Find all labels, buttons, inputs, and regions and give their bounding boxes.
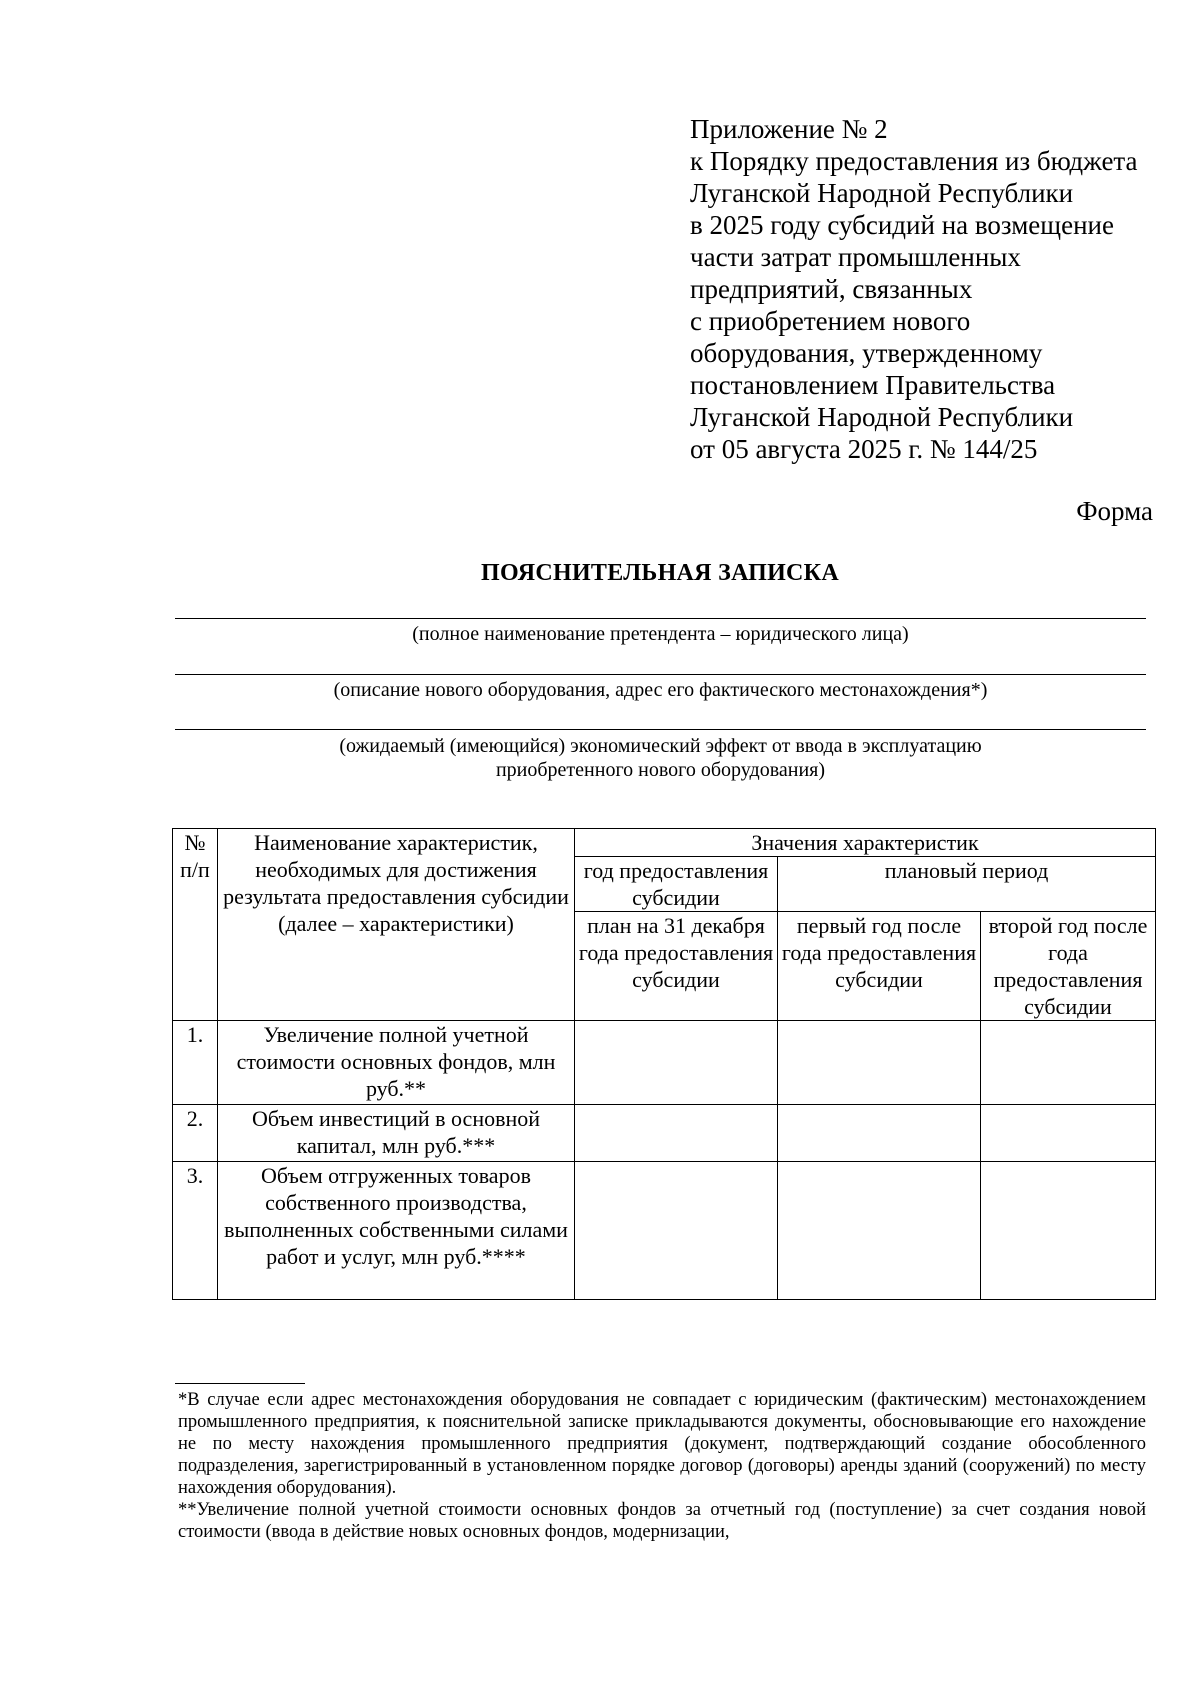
row-characteristic: Объем инвестиций в основной капитал, млн руб.*** [218,1105,575,1162]
row-number: 1. [173,1021,218,1105]
equipment-description-line[interactable] [175,674,1146,675]
appendix-line: Приложение № 2 [690,114,888,144]
economic-effect-line[interactable] [175,729,1146,730]
footnote-separator [175,1383,305,1384]
row-characteristic: Объем отгруженных товаров собственного производства, выполненных собственными силами работ и услуг, млн руб.**** [218,1162,575,1300]
table-row [173,1162,1156,1300]
appendix-block [690,113,1170,465]
row-value-cell[interactable] [575,1021,778,1105]
appendix-line: предприятий, связанных [690,274,973,304]
appendix-line: с приобретением нового [690,306,971,336]
row-value-cell[interactable] [981,1021,1156,1105]
row-number: 3. [173,1162,218,1300]
row-value-cell[interactable] [981,1162,1156,1300]
form-label: Форма [1076,496,1153,526]
row-value-cell[interactable] [575,1105,778,1162]
footnote: *В случае если адрес местонахождения оборудования не совпадает с юридическим (фактическим) местонахождением промышленного предприятия, к пояснительной записке прикладываются документы, обосновывающие его нахождение не по месту нахождения промышленного предприятия (документ, подтверждающий создание обособленного подразделения, зарегистрированный в установленном порядке договор (договоры) аренды зданий (сооружений) по месту нахождения оборудования). [178,1390,1146,1498]
header-second-year: второй год после года предоставления субсидии [981,912,1156,1021]
row-value-cell[interactable] [778,1021,981,1105]
appendix-line: в 2025 году субсидий на возмещение [690,210,1114,240]
row-value-cell[interactable] [778,1162,981,1300]
row-value-cell[interactable] [778,1105,981,1162]
economic-effect-caption [175,734,1146,782]
table-row [173,1021,1156,1105]
appendix-line: постановлением Правительства [690,370,1056,400]
applicant-name-caption: (полное наименование претендента – юридического лица) [412,623,909,645]
row-value-cell[interactable] [575,1162,778,1300]
header-planned-period: плановый период [778,857,1156,912]
header-characteristic-name: Наименование характеристик, необходимых для достижения результата предоставления субсидии (далее – характеристики) [218,829,575,1021]
equipment-description-caption: (описание нового оборудования, адрес его фактического местонахождения*) [333,679,988,701]
appendix-line: Луганской Народной Республики [690,402,1074,432]
header-values: Значения характеристик [575,829,1156,857]
row-characteristic: Увеличение полной учетной стоимости основных фондов, млн руб.** [218,1021,575,1105]
economic-effect-caption-line: приобретенного нового оборудования) [495,759,826,781]
header-grant-year: год предоставления субсидии [575,857,778,912]
economic-effect-caption-line: (ожидаемый (имеющийся) экономический эффект от ввода в эксплуатацию [339,735,982,757]
appendix-line: Луганской Народной Республики [690,178,1074,208]
header-plan-dec31: план на 31 декабря года предоставления субсидии [575,912,778,1021]
characteristics-table [172,828,1156,1300]
appendix-line: от 05 августа 2025 г. № 144/25 [690,434,1038,464]
appendix-line: оборудования, утвержденному [690,338,1043,368]
document-title: ПОЯСНИТЕЛЬНАЯ ЗАПИСКА [480,560,840,586]
footnote: **Увеличение полной учетной стоимости основных фондов за отчетный год (поступление) за счет создания новой стоимости (ввода в действие новых основных фондов, модернизации, [178,1500,1146,1542]
appendix-line: к Порядку предоставления из бюджета [690,146,1138,176]
appendix-line: части затрат промышленных [690,242,1021,272]
footnotes [178,1389,1146,1543]
applicant-name-line[interactable] [175,618,1146,619]
row-number: 2. [173,1105,218,1162]
row-value-cell[interactable] [981,1105,1156,1162]
table-row [173,1105,1156,1162]
header-first-year: первый год после года предоставления субсидии [778,912,981,1021]
header-number: № п/п [173,829,218,1021]
